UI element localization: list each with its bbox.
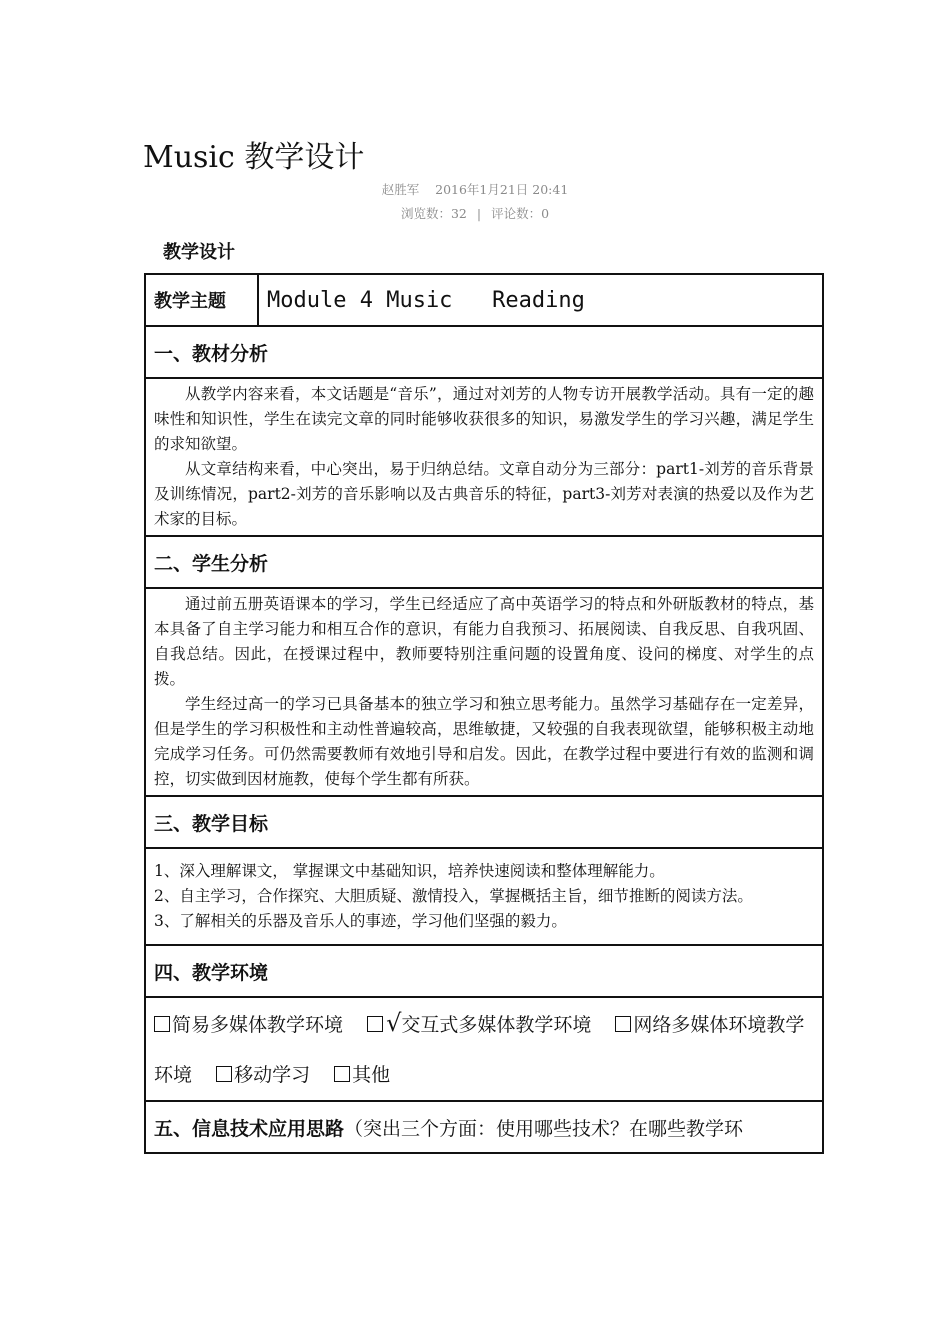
teaching-environment-heading: 四、教学环境 xyxy=(145,945,823,997)
teaching-goals-heading: 三、教学目标 xyxy=(145,796,823,848)
env-option-mobile-learning[interactable]: 移动学习 xyxy=(216,1064,310,1086)
goal-item: 2、自主学习，合作探究、大胆质疑、激情投入，掌握概括主旨，细节推断的阅读方法。 xyxy=(154,887,753,905)
checkbox-icon[interactable] xyxy=(334,1066,350,1082)
env-option-simple-multimedia[interactable]: 简易多媒体教学环境 xyxy=(154,1014,343,1036)
page-title: Music 教学设计 xyxy=(143,140,365,175)
checkbox-icon[interactable] xyxy=(216,1066,232,1082)
section-heading: 教学设计 xyxy=(163,242,235,263)
student-paragraph: 学生经过高一的学习已具备基本的独立学习和独立思考能力。虽然学习基础存在一定差异，但是学生的学习积极性和主动性普遍较高，思维敏捷，又较强的自我表现欲望，能够积极主动地完成学习任务。可仍然需要教师有效地引导和启发。因此，在教学过程中要进行有效的监测和调控，切实做到因材施教，使每个学生都有所获。 xyxy=(154,695,814,788)
meta-author-line xyxy=(0,180,950,198)
material-analysis-heading: 一、教材分析 xyxy=(145,326,823,378)
post-datetime: 2016年1月21日 20:41 xyxy=(435,182,569,197)
env-option-other[interactable]: 其他 xyxy=(334,1064,390,1086)
it-application-row xyxy=(145,1101,823,1153)
env-option-network-multimedia[interactable]: 网络多媒体环境教学环境 xyxy=(154,1014,805,1086)
checkbox-icon[interactable] xyxy=(367,1016,383,1032)
material-analysis-body xyxy=(145,378,823,536)
checkbox-icon[interactable] xyxy=(615,1016,631,1032)
it-application-note: （突出三个方面：使用哪些技术？在哪些教学环 xyxy=(344,1117,744,1140)
goal-item: 3、了解相关的乐器及音乐人的事迹，学习他们坚强的毅力。 xyxy=(154,912,567,930)
student-analysis-heading: 二、学生分析 xyxy=(145,536,823,588)
topic-value: Module 4 Music Reading xyxy=(258,274,823,326)
teaching-environment-options xyxy=(145,997,823,1101)
student-paragraph: 通过前五册英语课本的学习，学生已经适应了高中英语学习的特点和外研版教材的特点，基本具备了自主学习能力和相互合作的意识，有能力自我预习、拓展阅读、自我反思、自我巩固、自我总结。因此，在授课过程中，教师要特别注重问题的设置角度、设问的梯度、对学生的点拨。 xyxy=(154,595,814,688)
env-option-interactive-multimedia[interactable]: √交互式多媒体教学环境 xyxy=(367,1014,591,1036)
topic-label: 教学主题 xyxy=(145,274,258,326)
lesson-design-table xyxy=(144,273,824,1154)
student-analysis-body xyxy=(145,588,823,796)
author-name[interactable]: 赵胜军 xyxy=(381,182,420,197)
goal-item: 1、深入理解课文， 掌握课文中基础知识，培养快速阅读和整体理解能力。 xyxy=(154,862,665,880)
meta-separator: | xyxy=(476,206,482,221)
view-count: 浏览数：32 xyxy=(400,206,467,221)
it-application-heading: 五、信息技术应用思路 xyxy=(154,1117,345,1140)
material-paragraph: 从教学内容来看，本文话题是“音乐”，通过对刘芳的人物专访开展教学活动。具有一定的趣味性和知识性，学生在读完文章的同时能够收获很多的知识，易激发学生的学习兴趣，满足学生的求知欲望。 xyxy=(154,385,814,453)
checkmark-icon: √ xyxy=(386,1009,402,1037)
teaching-goals-body xyxy=(145,848,823,945)
checkbox-icon[interactable] xyxy=(154,1016,170,1032)
material-paragraph: 从文章结构来看，中心突出，易于归纳总结。文章自动分为三部分：part1-刘芳的音乐背景及训练情况，part2-刘芳的音乐影响以及古典音乐的特征，part3-刘芳对表演的热爱以及作为艺术家的目标。 xyxy=(154,460,814,528)
meta-stats-line xyxy=(0,204,950,222)
comment-count[interactable]: 评论数：0 xyxy=(491,206,550,221)
